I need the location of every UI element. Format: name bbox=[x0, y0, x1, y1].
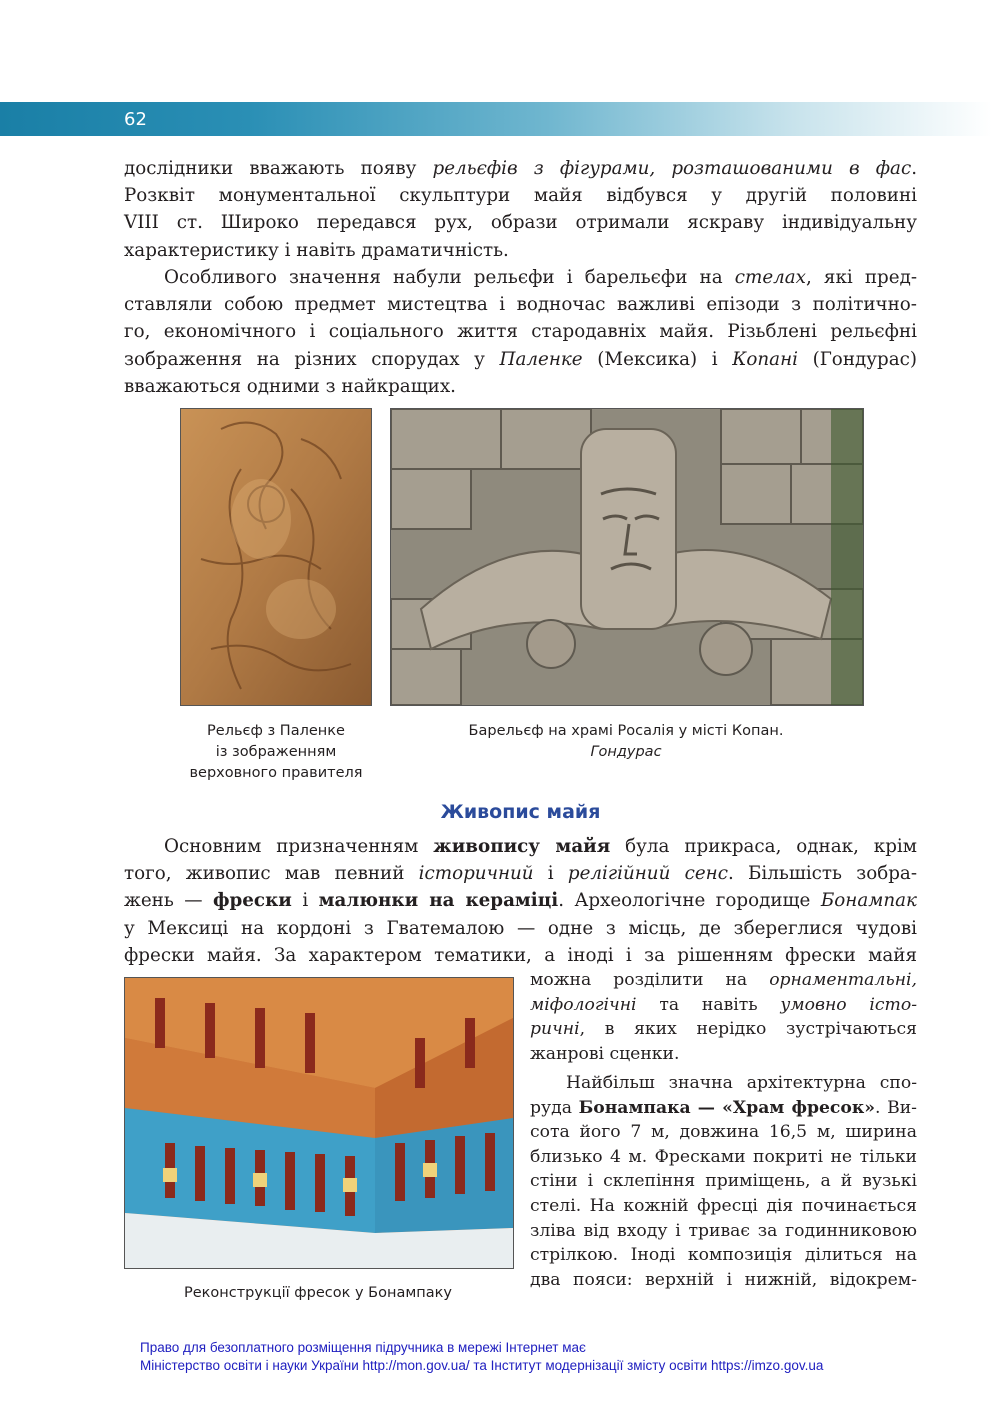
caption-line: Гондурас bbox=[590, 744, 662, 760]
narrow-paragraph-1 bbox=[530, 968, 917, 1066]
paragraph-3 bbox=[124, 833, 917, 969]
italic-term: ричні bbox=[530, 1019, 580, 1040]
text-line bbox=[124, 833, 917, 860]
text-line: жанрові сценки. bbox=[530, 1043, 680, 1064]
bonampak-caption: Реконструкції фресок у Бонампаку bbox=[183, 1285, 453, 1301]
bonampak-frescoes-photo bbox=[124, 977, 514, 1269]
text-line: ставляли собою предмет мистецтва і водночас важливі епізоди з політично- bbox=[124, 294, 917, 316]
text-span: (Гондурас) bbox=[797, 348, 917, 370]
text-line: Найбільш значна архітектурна спо- bbox=[566, 1073, 917, 1093]
italic-term: Паленке bbox=[499, 348, 583, 370]
text-span: та навіть bbox=[636, 994, 781, 1015]
italic-term: стелах bbox=[734, 267, 806, 288]
text-line: близько 4 м. Фресками покриті не тільки bbox=[530, 1146, 917, 1167]
italic-term: орнаментальні, bbox=[769, 970, 917, 990]
text-span: дослідники вважають появу bbox=[124, 158, 433, 179]
italic-term: умовно істо- bbox=[780, 994, 918, 1015]
italic-term: рельєфів з фігурами, розташованими в фас bbox=[432, 158, 912, 179]
text-line: го, економічного і соціального життя стародавніх майя. Різьблені рельєфні bbox=[124, 321, 917, 343]
copan-caption bbox=[420, 721, 832, 763]
bold-term: фрески bbox=[213, 890, 292, 912]
footer-line: Право для безоплатного розміщення підручника в мережі Інтернет має bbox=[140, 1340, 586, 1355]
text-line: у Мексиці на кордоні з Гватемалою — одне з місць, де збереглися чудові bbox=[124, 917, 917, 939]
text-line bbox=[124, 346, 917, 373]
text-line bbox=[530, 993, 917, 1018]
caption-line: верховного правителя bbox=[189, 765, 363, 781]
text-line bbox=[124, 887, 917, 914]
text-line: вважаються одними з найкращих. bbox=[124, 375, 456, 397]
bold-term: малюнки на кераміці bbox=[318, 890, 559, 912]
text-span: . Археологічне городище bbox=[558, 890, 821, 912]
italic-term: міфологічні bbox=[530, 994, 637, 1015]
copan-barrelief-photo bbox=[390, 408, 864, 706]
text-line bbox=[124, 264, 917, 291]
paragraph-1 bbox=[124, 155, 917, 264]
palenque-caption bbox=[176, 721, 376, 784]
italic-term: Бонампак bbox=[820, 890, 917, 912]
text-span: того, живопис мав певний bbox=[124, 863, 419, 885]
palenque-relief-photo bbox=[180, 408, 372, 706]
text-line: стіни і склепіння приміщень, а й вузькі bbox=[530, 1171, 917, 1192]
text-span: і bbox=[291, 890, 319, 912]
license-footer bbox=[140, 1339, 823, 1375]
text-span: . Ви- bbox=[875, 1097, 917, 1118]
italic-term: релігійний сенс bbox=[567, 863, 728, 885]
text-line: VIII ст. Широко передався рух, образи отримали яскраву індивідуальну bbox=[124, 212, 917, 234]
text-span: Особливого значення набули рельєфи і барельєфи на bbox=[164, 267, 735, 288]
text-span: (Мексика) і bbox=[582, 348, 733, 370]
text-line bbox=[124, 860, 917, 887]
text-span: Основним призначенням bbox=[164, 836, 434, 857]
text-line bbox=[530, 1096, 917, 1121]
text-line: зліва від входу і триває за годинниковою bbox=[530, 1220, 917, 1241]
caption-line: Рельєф з Паленке bbox=[207, 723, 345, 739]
text-line bbox=[530, 968, 917, 993]
text-line: сота його 7 м, довжина 16,5 м, ширина bbox=[530, 1122, 917, 1143]
text-line: два пояси: верхній і нижній, відокрем- bbox=[530, 1269, 917, 1290]
text-line bbox=[124, 155, 917, 182]
text-span: . Більшість зобра- bbox=[727, 863, 917, 885]
text-line: стелі. На кожній фресці дія починається bbox=[530, 1195, 917, 1216]
text-line: стрілкою. Іноді композиція ділиться на bbox=[530, 1245, 917, 1266]
italic-term: історичний bbox=[418, 863, 534, 885]
header-band bbox=[0, 102, 992, 136]
page-number: 62 bbox=[124, 109, 147, 130]
text-span: і bbox=[533, 863, 568, 885]
caption-line: Барельєф на храмі Росалія у місті Копан. bbox=[468, 723, 784, 739]
section-title: Живопис майя bbox=[440, 801, 601, 823]
footer-line: Міністерство освіти і науки України http://mon.gov.ua/ та Інститут модернізації змісту освіти https://imzo.gov.ua bbox=[140, 1358, 824, 1373]
text-span: жень — bbox=[124, 890, 214, 912]
text-line bbox=[530, 1017, 917, 1042]
text-span: , в яких нерідко зустрічаються bbox=[579, 1019, 917, 1040]
text-span: , які пред- bbox=[806, 267, 917, 288]
text-span: зображення на різних спорудах у bbox=[124, 348, 500, 370]
text-span: руда bbox=[530, 1097, 579, 1118]
text-span: . bbox=[911, 158, 917, 179]
narrow-paragraph-2 bbox=[530, 1071, 917, 1292]
italic-term: Копані bbox=[732, 348, 798, 370]
text-line: характеристику і навіть драматичність. bbox=[124, 239, 509, 261]
caption-line: із зображенням bbox=[215, 744, 337, 760]
bold-term: Бонампака — «Храм фресок» bbox=[578, 1097, 875, 1118]
text-span: можна розділити на bbox=[530, 970, 770, 990]
text-span: була прикраса, однак, крім bbox=[610, 836, 917, 857]
paragraph-2 bbox=[124, 264, 917, 400]
bold-term: живопису майя bbox=[433, 836, 611, 857]
text-line: фрески майя. За характером тематики, а іноді і за рішенням фрески майя bbox=[124, 944, 917, 966]
text-line: Розквіт монументальної скульптури майя відбувся у другій половині bbox=[124, 185, 917, 207]
